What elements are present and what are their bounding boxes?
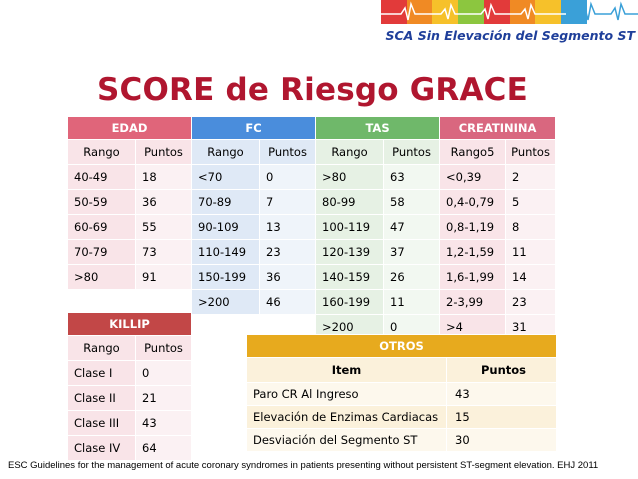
table-cell: 11	[506, 240, 556, 265]
column-header: Puntos	[447, 358, 557, 383]
table-row	[68, 190, 556, 215]
table-cell: Clase I	[68, 361, 136, 386]
page-title: SCORE de Riesgo GRACE	[97, 72, 528, 108]
table-cell: 55	[136, 215, 192, 240]
table-cell	[68, 290, 136, 315]
table-row	[68, 240, 556, 265]
ecg-line-icon	[381, 0, 638, 24]
subheader-row	[68, 140, 556, 165]
table-cell: 60-69	[68, 215, 136, 240]
column-header: Rango	[192, 140, 260, 165]
table-cell: >4	[440, 315, 506, 340]
table-row	[68, 436, 192, 461]
table-row	[247, 429, 557, 452]
table-row	[68, 215, 556, 240]
table-cell: 47	[384, 215, 440, 240]
table-cell: 23	[506, 290, 556, 315]
table-cell: 64	[136, 436, 192, 461]
group-header-creatinina: CREATININA	[440, 117, 556, 140]
killip-subheader-row	[68, 336, 192, 361]
table-cell: 120-139	[316, 240, 384, 265]
otros-subheader-row	[247, 358, 557, 383]
grace-score-table	[67, 116, 556, 340]
table-cell: 0,8-1,19	[440, 215, 506, 240]
table-cell: 43	[136, 411, 192, 436]
table-cell: 11	[384, 290, 440, 315]
table-cell: 23	[260, 240, 316, 265]
table-cell: 37	[384, 240, 440, 265]
table-cell: 50-59	[68, 190, 136, 215]
table-cell: 26	[384, 265, 440, 290]
group-header-fc: FC	[192, 117, 316, 140]
table-cell: 8	[506, 215, 556, 240]
table-cell: >200	[316, 315, 384, 340]
table-cell: Paro CR Al Ingreso	[247, 383, 447, 406]
table-cell: 91	[136, 265, 192, 290]
table-cell: 110-149	[192, 240, 260, 265]
table-cell: 73	[136, 240, 192, 265]
column-header: Puntos	[506, 140, 556, 165]
table-cell: 36	[260, 265, 316, 290]
table-cell: 13	[260, 215, 316, 240]
table-cell: 1,2-1,59	[440, 240, 506, 265]
table-cell: 21	[136, 386, 192, 411]
column-header: Puntos	[384, 140, 440, 165]
table-cell: 40-49	[68, 165, 136, 190]
column-header: Puntos	[260, 140, 316, 165]
table-row	[247, 406, 557, 429]
table-cell: 70-79	[68, 240, 136, 265]
table-cell: >80	[316, 165, 384, 190]
table-cell: 14	[506, 265, 556, 290]
header-subtitle: SCA Sin Elevación del Segmento ST	[385, 28, 635, 43]
table-row	[68, 290, 556, 315]
table-cell: >80	[68, 265, 136, 290]
table-cell: 2-3,99	[440, 290, 506, 315]
table-cell: 1,6-1,99	[440, 265, 506, 290]
table-cell: 0,4-0,79	[440, 190, 506, 215]
table-cell: Clase IV	[68, 436, 136, 461]
column-header: Puntos	[136, 140, 192, 165]
table-cell: 5	[506, 190, 556, 215]
table-cell: 63	[384, 165, 440, 190]
table-cell: 90-109	[192, 215, 260, 240]
table-cell: 43	[447, 383, 557, 406]
table-cell: <70	[192, 165, 260, 190]
table-cell: 0	[384, 315, 440, 340]
killip-title-row	[68, 313, 192, 336]
column-header: Puntos	[136, 336, 192, 361]
table-cell: 31	[506, 315, 556, 340]
killip-title: KILLIP	[68, 313, 192, 336]
column-header: Rango5	[440, 140, 506, 165]
table-cell: Elevación de Enzimas Cardiacas	[247, 406, 447, 429]
column-header: Rango	[68, 336, 136, 361]
table-cell	[136, 290, 192, 315]
table-row	[68, 165, 556, 190]
table-cell: 140-159	[316, 265, 384, 290]
table-row	[68, 386, 192, 411]
table-row	[68, 411, 192, 436]
column-header: Rango	[316, 140, 384, 165]
group-header-edad: EDAD	[68, 117, 192, 140]
killip-table	[67, 312, 192, 461]
otros-table	[246, 334, 557, 452]
table-cell: 18	[136, 165, 192, 190]
table-cell: 80-99	[316, 190, 384, 215]
table-cell: 46	[260, 290, 316, 315]
table-cell: 58	[384, 190, 440, 215]
table-cell: 2	[506, 165, 556, 190]
table-cell: 36	[136, 190, 192, 215]
otros-title: OTROS	[247, 335, 557, 358]
table-cell: 15	[447, 406, 557, 429]
ecg-banner	[381, 0, 638, 24]
table-cell: 30	[447, 429, 557, 452]
table-cell: Desviación del Segmento ST	[247, 429, 447, 452]
reference-footnote: ESC Guidelines for the management of acute coronary syndromes in patients presenting without persistent ST-segment elevation. EHJ 2011	[8, 460, 599, 471]
table-cell: 100-119	[316, 215, 384, 240]
table-cell: 160-199	[316, 290, 384, 315]
group-header-tas: TAS	[316, 117, 440, 140]
table-cell: 0	[136, 361, 192, 386]
column-header: Item	[247, 358, 447, 383]
table-cell: >200	[192, 290, 260, 315]
group-header-row	[68, 117, 556, 140]
table-row	[247, 383, 557, 406]
column-header: Rango	[68, 140, 136, 165]
table-cell: Clase II	[68, 386, 136, 411]
table-cell: 7	[260, 190, 316, 215]
table-cell: 70-89	[192, 190, 260, 215]
table-row	[68, 265, 556, 290]
table-cell: 0	[260, 165, 316, 190]
table-cell: Clase III	[68, 411, 136, 436]
table-cell: 150-199	[192, 265, 260, 290]
table-cell: <0,39	[440, 165, 506, 190]
table-row	[68, 361, 192, 386]
otros-title-row	[247, 335, 557, 358]
